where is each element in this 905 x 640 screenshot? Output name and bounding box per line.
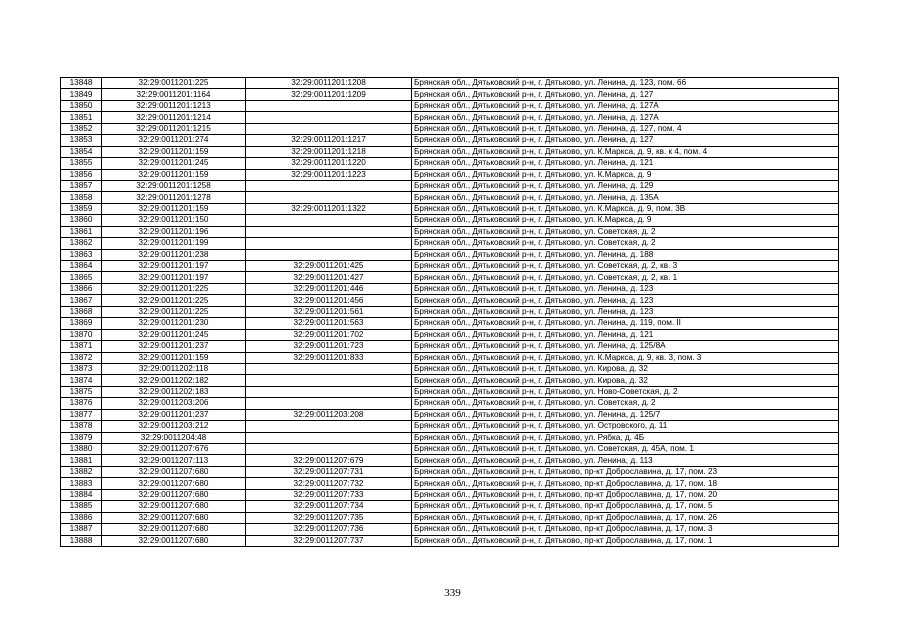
row-number-cell: 13872	[61, 352, 102, 363]
row-number-cell: 13856	[61, 169, 102, 180]
table-row	[61, 203, 839, 214]
sub-object-number-cell	[246, 100, 412, 111]
cadastral-number-cell: 32:29:0011201:245	[102, 158, 246, 169]
address-cell: Брянская обл., Дятьковский р-н, г. Дятьково, пр-кт Доброславина, д. 17, пом. 20	[412, 489, 839, 500]
address-cell: Брянская обл., Дятьковский р-н, г. Дятьково, ул. Ленина, д. 113	[412, 455, 839, 466]
sub-object-number-cell	[246, 398, 412, 409]
row-number-cell: 13859	[61, 203, 102, 214]
cadastral-number-cell: 32:29:0011201:225	[102, 295, 246, 306]
cadastral-number-cell: 32:29:0011207:676	[102, 444, 246, 455]
table-row	[61, 455, 839, 466]
row-number-cell: 13881	[61, 455, 102, 466]
table-row	[61, 78, 839, 89]
table-row	[61, 123, 839, 134]
row-number-cell: 13879	[61, 432, 102, 443]
address-cell: Брянская обл., Дятьковский р-н, г. Дятьково, ул. Ленина, д. 121	[412, 329, 839, 340]
address-cell: Брянская обл., Дятьковский р-н, г. Дятьково, ул. Ленина, д. 125/7	[412, 409, 839, 420]
table-row	[61, 386, 839, 397]
cadastral-number-cell: 32:29:0011203:206	[102, 398, 246, 409]
address-cell: Брянская обл., Дятьковский р-н, г. Дятьково, ул. Ленина, д. 127	[412, 89, 839, 100]
sub-object-number-cell: 32:29:0011207:737	[246, 535, 412, 546]
cadastral-number-cell: 32:29:0011201:197	[102, 272, 246, 283]
cadastral-number-cell: 32:29:0011201:159	[102, 169, 246, 180]
table-row	[61, 192, 839, 203]
row-number-cell: 13884	[61, 489, 102, 500]
table-row	[61, 158, 839, 169]
table-row	[61, 501, 839, 512]
table-row	[61, 329, 839, 340]
table-row	[61, 295, 839, 306]
cadastral-number-cell: 32:29:0011207:680	[102, 466, 246, 477]
address-cell: Брянская обл., Дятьковский р-н, г. Дятьково, пр-кт Доброславина, д. 17, пом. 1	[412, 535, 839, 546]
table-row	[61, 89, 839, 100]
table-row	[61, 135, 839, 146]
row-number-cell: 13851	[61, 112, 102, 123]
row-number-cell: 13874	[61, 375, 102, 386]
row-number-cell: 13850	[61, 100, 102, 111]
table-row	[61, 261, 839, 272]
sub-object-number-cell	[246, 249, 412, 260]
table-row	[61, 352, 839, 363]
table-row	[61, 489, 839, 500]
sub-object-number-cell: 32:29:0011201:723	[246, 341, 412, 352]
sub-object-number-cell	[246, 421, 412, 432]
address-cell: Брянская обл., Дятьковский р-н, г. Дятьково, ул. Ленина, д. 127А	[412, 100, 839, 111]
cadastral-number-cell: 32:29:0011202:118	[102, 363, 246, 374]
cadastral-number-cell: 32:29:0011201:199	[102, 238, 246, 249]
sub-object-number-cell	[246, 180, 412, 191]
sub-object-number-cell	[246, 112, 412, 123]
registry-table	[60, 77, 839, 547]
address-cell: Брянская обл., Дятьковский р-н, г. Дятьково, ул. Советская, д. 2	[412, 226, 839, 237]
sub-object-number-cell: 32:29:0011201:1322	[246, 203, 412, 214]
sub-object-number-cell	[246, 375, 412, 386]
sub-object-number-cell: 32:29:0011207:734	[246, 501, 412, 512]
address-cell: Брянская обл., Дятьковский р-н, г. Дятьково, ул. Островского, д. 11	[412, 421, 839, 432]
table-row	[61, 318, 839, 329]
address-cell: Брянская обл., Дятьковский р-н, г. Дятьково, ул. Советская, д. 2	[412, 398, 839, 409]
row-number-cell: 13867	[61, 295, 102, 306]
cadastral-number-cell: 32:29:0011207:680	[102, 535, 246, 546]
row-number-cell: 13870	[61, 329, 102, 340]
sub-object-number-cell: 32:29:0011207:731	[246, 466, 412, 477]
address-cell: Брянская обл., Дятьковский р-н, г. Дятьково, ул. К.Маркса, д. 9	[412, 169, 839, 180]
table-row	[61, 478, 839, 489]
sub-object-number-cell	[246, 215, 412, 226]
address-cell: Брянская обл., Дятьковский р-н, г. Дятьково, ул. Ленина, д. 127	[412, 135, 839, 146]
table-row	[61, 341, 839, 352]
row-number-cell: 13873	[61, 363, 102, 374]
address-cell: Брянская обл., Дятьковский р-н, г. Дятьково, ул. Ленина, д. 123	[412, 283, 839, 294]
cadastral-number-cell: 32:29:0011201:150	[102, 215, 246, 226]
address-cell: Брянская обл., Дятьковский р-н, г. Дятьково, ул. Ново-Советская, д. 2	[412, 386, 839, 397]
sub-object-number-cell	[246, 386, 412, 397]
cadastral-number-cell: 32:29:0011201:230	[102, 318, 246, 329]
cadastral-number-cell: 32:29:0011202:183	[102, 386, 246, 397]
row-number-cell: 13853	[61, 135, 102, 146]
table-row	[61, 444, 839, 455]
row-number-cell: 13849	[61, 89, 102, 100]
address-cell: Брянская обл., Дятьковский р-н, г. Дятьково, ул. К.Маркса, д. 9, пом. 3В	[412, 203, 839, 214]
cadastral-number-cell: 32:29:0011201:159	[102, 352, 246, 363]
sub-object-number-cell: 32:29:0011201:456	[246, 295, 412, 306]
table-row	[61, 398, 839, 409]
address-cell: Брянская обл., Дятьковский р-н, г. Дятьково, ул. Ленина, д. 123	[412, 295, 839, 306]
sub-object-number-cell: 32:29:0011201:833	[246, 352, 412, 363]
sub-object-number-cell: 32:29:0011201:446	[246, 283, 412, 294]
address-cell: Брянская обл., Дятьковский р-н, г. Дятьково, ул. Рябка, д. 4Б	[412, 432, 839, 443]
address-cell: Брянская обл., Дятьковский р-н, г. Дятьково, пр-кт Доброславина, д. 17, пом. 3	[412, 524, 839, 535]
address-cell: Брянская обл., Дятьковский р-н, г. Дятьково, ул. Ленина, д. 135А	[412, 192, 839, 203]
sub-object-number-cell: 32:29:0011201:702	[246, 329, 412, 340]
sub-object-number-cell: 32:29:0011207:736	[246, 524, 412, 535]
table-row	[61, 112, 839, 123]
sub-object-number-cell: 32:29:0011201:563	[246, 318, 412, 329]
address-cell: Брянская обл., Дятьковский р-н, г. Дятьково, ул. Советская, д. 2, кв. 1	[412, 272, 839, 283]
address-cell: Брянская обл., Дятьковский р-н, г. Дятьково, ул. Ленина, д. 127А	[412, 112, 839, 123]
row-number-cell: 13868	[61, 306, 102, 317]
row-number-cell: 13885	[61, 501, 102, 512]
cadastral-number-cell: 32:29:0011207:680	[102, 489, 246, 500]
row-number-cell: 13882	[61, 466, 102, 477]
address-cell: Брянская обл., Дятьковский р-н, г. Дятьково, ул. Ленина, д. 129	[412, 180, 839, 191]
row-number-cell: 13855	[61, 158, 102, 169]
row-number-cell: 13875	[61, 386, 102, 397]
sub-object-number-cell	[246, 432, 412, 443]
sub-object-number-cell: 32:29:0011201:1209	[246, 89, 412, 100]
address-cell: Брянская обл., Дятьковский р-н, г. Дятьково, ул. Ленина, д. 127, пом. 4	[412, 123, 839, 134]
table-row	[61, 169, 839, 180]
sub-object-number-cell: 32:29:0011201:425	[246, 261, 412, 272]
sub-object-number-cell	[246, 444, 412, 455]
sub-object-number-cell: 32:29:0011201:1208	[246, 78, 412, 89]
table-row	[61, 146, 839, 157]
cadastral-number-cell: 32:29:0011203:212	[102, 421, 246, 432]
row-number-cell: 13887	[61, 524, 102, 535]
address-cell: Брянская обл., Дятьковский р-н, г. Дятьково, ул. Советская, д. 2, кв. 3	[412, 261, 839, 272]
table-row	[61, 180, 839, 191]
row-number-cell: 13866	[61, 283, 102, 294]
row-number-cell: 13862	[61, 238, 102, 249]
cadastral-number-cell: 32:29:0011201:197	[102, 261, 246, 272]
table-row	[61, 535, 839, 546]
cadastral-number-cell: 32:29:0011207:113	[102, 455, 246, 466]
cadastral-number-cell: 32:29:0011201:1278	[102, 192, 246, 203]
address-cell: Брянская обл., Дятьковский р-н, г. Дятьково, ул. К.Маркса, д. 9	[412, 215, 839, 226]
sub-object-number-cell: 32:29:0011207:679	[246, 455, 412, 466]
cadastral-number-cell: 32:29:0011201:1213	[102, 100, 246, 111]
address-cell: Брянская обл., Дятьковский р-н, г. Дятьково, ул. Кирова, д. 32	[412, 363, 839, 374]
row-number-cell: 13863	[61, 249, 102, 260]
row-number-cell: 13865	[61, 272, 102, 283]
row-number-cell: 13888	[61, 535, 102, 546]
row-number-cell: 13860	[61, 215, 102, 226]
sub-object-number-cell: 32:29:0011203:208	[246, 409, 412, 420]
table-row	[61, 306, 839, 317]
address-cell: Брянская обл., Дятьковский р-н, г. Дятьково, ул. Кирова, д. 32	[412, 375, 839, 386]
row-number-cell: 13886	[61, 512, 102, 523]
cadastral-number-cell: 32:29:0011207:680	[102, 478, 246, 489]
address-cell: Брянская обл., Дятьковский р-н, г. Дятьково, ул. Ленина, д. 123, пом. 66	[412, 78, 839, 89]
sub-object-number-cell: 32:29:0011207:735	[246, 512, 412, 523]
sub-object-number-cell	[246, 238, 412, 249]
cadastral-number-cell: 32:29:0011201:1214	[102, 112, 246, 123]
table-row	[61, 512, 839, 523]
table-row	[61, 363, 839, 374]
table-row	[61, 466, 839, 477]
row-number-cell: 13861	[61, 226, 102, 237]
address-cell: Брянская обл., Дятьковский р-н, г. Дятьково, ул. Советская, д. 45А, пом. 1	[412, 444, 839, 455]
cadastral-number-cell: 32:29:0011201:225	[102, 283, 246, 294]
table-row	[61, 432, 839, 443]
address-cell: Брянская обл., Дятьковский р-н, г. Дятьково, пр-кт Доброславина, д. 17, пом. 5	[412, 501, 839, 512]
address-cell: Брянская обл., Дятьковский р-н, г. Дятьково, пр-кт Доброславина, д. 17, пом. 18	[412, 478, 839, 489]
address-cell: Брянская обл., Дятьковский р-н, г. Дятьково, пр-кт Доброславина, д. 17, пом. 26	[412, 512, 839, 523]
cadastral-number-cell: 32:29:0011201:1164	[102, 89, 246, 100]
cadastral-number-cell: 32:29:0011201:225	[102, 78, 246, 89]
sub-object-number-cell: 32:29:0011201:1220	[246, 158, 412, 169]
cadastral-number-cell: 32:29:0011201:1215	[102, 123, 246, 134]
sub-object-number-cell: 32:29:0011201:427	[246, 272, 412, 283]
table-row	[61, 375, 839, 386]
sub-object-number-cell: 32:29:0011207:733	[246, 489, 412, 500]
table-row	[61, 215, 839, 226]
sub-object-number-cell: 32:29:0011201:1218	[246, 146, 412, 157]
row-number-cell: 13880	[61, 444, 102, 455]
cadastral-number-cell: 32:29:0011201:225	[102, 306, 246, 317]
row-number-cell: 13854	[61, 146, 102, 157]
address-cell: Брянская обл., Дятьковский р-н, г. Дятьково, ул. Ленина, д. 125/8А	[412, 341, 839, 352]
sub-object-number-cell: 32:29:0011201:561	[246, 306, 412, 317]
sub-object-number-cell	[246, 363, 412, 374]
sub-object-number-cell: 32:29:0011201:1217	[246, 135, 412, 146]
row-number-cell: 13878	[61, 421, 102, 432]
address-cell: Брянская обл., Дятьковский р-н, г. Дятьково, ул. К.Маркса, д. 9, кв. к 4, пом. 4	[412, 146, 839, 157]
address-cell: Брянская обл., Дятьковский р-н, г. Дятьково, ул. Ленина, д. 121	[412, 158, 839, 169]
table-row	[61, 283, 839, 294]
cadastral-number-cell: 32:29:0011204:48	[102, 432, 246, 443]
page-number: 339	[444, 587, 461, 599]
row-number-cell: 13858	[61, 192, 102, 203]
cadastral-number-cell: 32:29:0011201:196	[102, 226, 246, 237]
table-row	[61, 226, 839, 237]
address-cell: Брянская обл., Дятьковский р-н, г. Дятьково, ул. Ленина, д. 123	[412, 306, 839, 317]
row-number-cell: 13876	[61, 398, 102, 409]
cadastral-number-cell: 32:29:0011207:680	[102, 501, 246, 512]
table-row	[61, 409, 839, 420]
cadastral-number-cell: 32:29:0011202:182	[102, 375, 246, 386]
cadastral-number-cell: 32:29:0011201:159	[102, 203, 246, 214]
row-number-cell: 13869	[61, 318, 102, 329]
table-row	[61, 249, 839, 260]
cadastral-number-cell: 32:29:0011201:159	[102, 146, 246, 157]
row-number-cell: 13883	[61, 478, 102, 489]
cadastral-number-cell: 32:29:0011207:680	[102, 512, 246, 523]
row-number-cell: 13871	[61, 341, 102, 352]
cadastral-number-cell: 32:29:0011207:680	[102, 524, 246, 535]
address-cell: Брянская обл., Дятьковский р-н, г. Дятьково, ул. Ленина, д. 188	[412, 249, 839, 260]
sub-object-number-cell	[246, 192, 412, 203]
address-cell: Брянская обл., Дятьковский р-н, г. Дятьково, ул. К.Маркса, д. 9, кв. 3, пом. 3	[412, 352, 839, 363]
sub-object-number-cell: 32:29:0011207:732	[246, 478, 412, 489]
table-body	[61, 78, 839, 547]
row-number-cell: 13848	[61, 78, 102, 89]
cadastral-number-cell: 32:29:0011201:1258	[102, 180, 246, 191]
cadastral-number-cell: 32:29:0011201:274	[102, 135, 246, 146]
sub-object-number-cell: 32:29:0011201:1223	[246, 169, 412, 180]
table-row	[61, 421, 839, 432]
table-row	[61, 272, 839, 283]
address-cell: Брянская обл., Дятьковский р-н, г. Дятьково, ул. Ленина, д. 119, пом. II	[412, 318, 839, 329]
table-row	[61, 524, 839, 535]
address-cell: Брянская обл., Дятьковский р-н, г. Дятьково, пр-кт Доброславина, д. 17, пом. 23	[412, 466, 839, 477]
sub-object-number-cell	[246, 123, 412, 134]
table-row	[61, 100, 839, 111]
sub-object-number-cell	[246, 226, 412, 237]
address-cell: Брянская обл., Дятьковский р-н, г. Дятьково, ул. Советская, д. 2	[412, 238, 839, 249]
cadastral-number-cell: 32:29:0011201:238	[102, 249, 246, 260]
row-number-cell: 13852	[61, 123, 102, 134]
cadastral-number-cell: 32:29:0011201:237	[102, 409, 246, 420]
cadastral-number-cell: 32:29:0011201:237	[102, 341, 246, 352]
row-number-cell: 13857	[61, 180, 102, 191]
table-row	[61, 238, 839, 249]
row-number-cell: 13877	[61, 409, 102, 420]
row-number-cell: 13864	[61, 261, 102, 272]
cadastral-number-cell: 32:29:0011201:245	[102, 329, 246, 340]
